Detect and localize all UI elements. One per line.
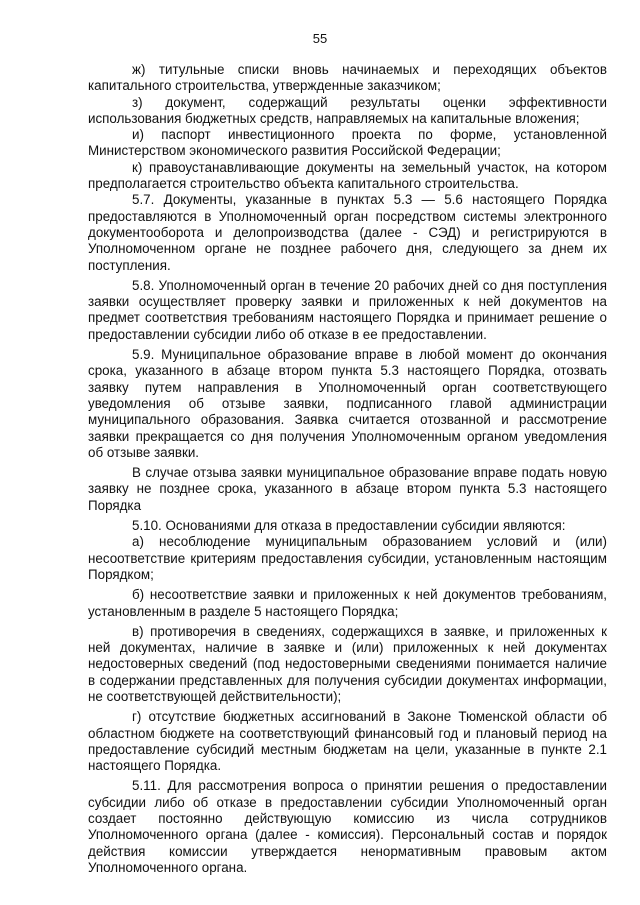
paragraph-5-11: 5.11. Для рассмотрения вопроса о принятии решения о предоставлении субсидии либо об отказе в предоставлении субсидии Уполномоченный орган создает постоянно действующую комиссию из числа сотрудников Уполномоченного органа (далее - комиссия). Персональный состав и порядок действия комиссии утверждается ненормативным правовым актом Уполномоченного органа. [88, 778, 607, 875]
paragraph-item-i: и) паспорт инвестиционного проекта по форме, установленной Министерством экономического развития Российской Федерации; [88, 127, 607, 159]
paragraph-item-z: з) документ, содержащий результаты оценки эффективности использования бюджетных средств, направляемых на капитальные вложения; [88, 94, 607, 126]
paragraph-item-zh: ж) титульные списки вновь начинаемых и переходящих объектов капитального строительства, утвержденные заказчиком; [88, 62, 607, 94]
paragraph-withdrawal: В случае отзыва заявки муниципальное образование вправе подать новую заявку не позднее срока, указанного в абзаце втором пункта 5.3 настоящего Порядка [88, 465, 607, 513]
paragraph-item-v: в) противоречия в сведениях, содержащихся в заявке, и приложенных к ней документах, наличие в заявке и (или) приложенных к ней документах недостоверных сведений (под недостоверными сведениями понимается наличие в содержании представленных для получения субсидии документах информации, не соответствующей действительности); [88, 623, 607, 704]
paragraph-5-9: 5.9. Муниципальное образование вправе в любой момент до окончания срока, указанного в абзаце втором пункта 5.3 настоящего Порядка, отозвать заявку путем направления в Уполномоченный орган соответствующего уведомления об отзыве заявки, подписанного главой администрации муниципального образования. Заявка считается отозванной и рассмотрение заявки прекращается со дня получения Уполномоченным органом уведомления об отзыве заявки. [88, 347, 607, 460]
paragraph-item-b: б) несоответствие заявки и приложенных к ней документов требованиям, установленным в разделе 5 настоящего Порядка; [88, 587, 607, 619]
paragraph-5-7: 5.7. Документы, указанные в пунктах 5.3 — 5.6 настоящего Порядка предоставляются в Уполномоченный орган посредством системы электронного документооборота и делопроизводства (далее - СЭД) и регистрируются в Уполномоченном органе не позднее рабочего дня, следующего за днем их поступления. [88, 192, 607, 273]
paragraph-item-a: а) несоблюдение муниципальным образованием условий и (или) несоответствие критериям предоставления субсидии, установленным настоящим Порядком; [88, 534, 607, 582]
paragraph-item-k: к) правоустанавливающие документы на земельный участок, на котором предполагается строительство объекта капитального строительства. [88, 159, 607, 192]
paragraph-5-10: 5.10. Основаниями для отказа в предоставлении субсидии являются: [132, 518, 566, 534]
page-number: 55 [312, 31, 328, 46]
paragraph-5-8: 5.8. Уполномоченный орган в течение 20 рабочих дней со дня поступления заявки осуществляет проверку заявки и приложенных к ней документов на предмет соответствия требованиям настоящего Порядка и принимает решение о предоставлении субсидии либо об отказе в ее предоставлении. [88, 277, 607, 342]
document-body [88, 62, 607, 876]
paragraph-item-g: г) отсутствие бюджетных ассигнований в Законе Тюменской области об областном бюджете на соответствующий финансовый год и плановый период на предоставление субсидий местным бюджетам на цели, указанные в пункте 2.1 настоящего Порядка. [88, 709, 607, 774]
